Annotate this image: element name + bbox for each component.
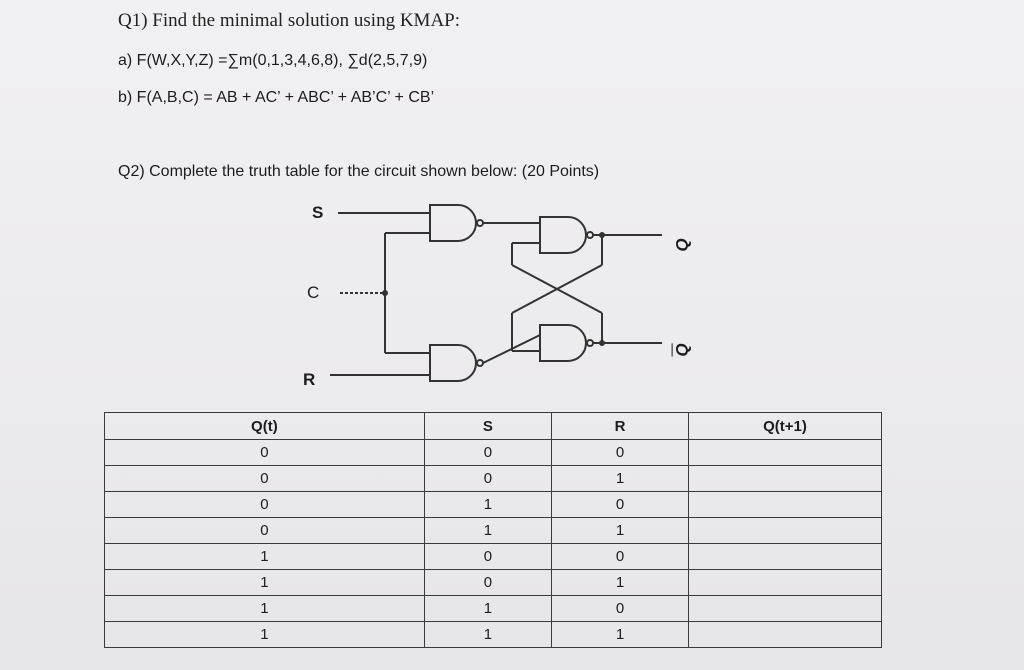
cell-r: 1: [552, 518, 689, 544]
nand-gate-latch-upper: [540, 217, 586, 253]
cell-qt: 1: [105, 544, 425, 570]
cell-qt1[interactable]: [689, 518, 882, 544]
cell-s: 1: [424, 596, 551, 622]
cell-r: 0: [552, 596, 689, 622]
table-row: [105, 492, 882, 518]
header-s: S: [424, 413, 551, 440]
cell-qt1[interactable]: [689, 466, 882, 492]
cell-qt: 0: [105, 492, 425, 518]
nand-gate-lower: [430, 345, 476, 381]
cell-qt1[interactable]: [689, 570, 882, 596]
table-row: [105, 544, 882, 570]
header-qt: Q(t): [105, 413, 425, 440]
table-row: [105, 596, 882, 622]
cell-s: 1: [424, 622, 551, 648]
cell-r: 0: [552, 440, 689, 466]
output-qbar-label: $\overline{Q}$: [672, 343, 692, 357]
table-row: [105, 570, 882, 596]
cell-qt1[interactable]: [689, 440, 882, 466]
cell-qt1[interactable]: [689, 492, 882, 518]
nand-gate-upper: [430, 205, 476, 241]
table-row: [105, 466, 882, 492]
cell-r: 1: [552, 570, 689, 596]
cell-qt1[interactable]: [689, 544, 882, 570]
cell-qt: 0: [105, 440, 425, 466]
cell-qt1[interactable]: [689, 622, 882, 648]
cell-r: 0: [552, 544, 689, 570]
sr-latch-circuit-diagram: [290, 195, 710, 395]
q1-part-a: a) F(W,X,Y,Z) =∑m(0,1,3,4,6,8), ∑d(2,5,7,9): [118, 52, 428, 69]
cell-qt: 1: [105, 622, 425, 648]
table-row: [105, 440, 882, 466]
table-row: [105, 518, 882, 544]
nand-bubble-lower: [477, 360, 483, 366]
cell-qt: 1: [105, 596, 425, 622]
cell-s: 0: [424, 440, 551, 466]
q1-title: Q1) Find the minimal solution using KMAP:: [118, 10, 461, 31]
input-s-label: S: [312, 203, 324, 222]
cell-s: 0: [424, 570, 551, 596]
input-c-label: C: [307, 283, 320, 302]
output-q-label: Q: [672, 238, 692, 252]
cell-qt: 0: [105, 466, 425, 492]
cell-s: 0: [424, 544, 551, 570]
cell-s: 1: [424, 518, 551, 544]
cell-r: 0: [552, 492, 689, 518]
nand-bubble-upper: [477, 220, 483, 226]
truth-table: [104, 412, 882, 648]
input-r-label: R: [303, 370, 316, 389]
truth-table-header-row: [105, 413, 882, 440]
header-r: R: [552, 413, 689, 440]
cell-s: 1: [424, 492, 551, 518]
cell-qt: 1: [105, 570, 425, 596]
cell-s: 0: [424, 466, 551, 492]
cell-qt1[interactable]: [689, 596, 882, 622]
header-qt1: Q(t+1): [689, 413, 882, 440]
cell-qt: 0: [105, 518, 425, 544]
nand-gate-latch-lower: [540, 325, 586, 361]
cell-r: 1: [552, 622, 689, 648]
cell-r: 1: [552, 466, 689, 492]
q1-part-b: b) F(A,B,C) = AB + AC’ + ABC’ + AB’C’ + CB’: [118, 89, 435, 106]
q2-title: Q2) Complete the truth table for the circuit shown below: (20 Points): [118, 163, 600, 180]
table-row: [105, 622, 882, 648]
